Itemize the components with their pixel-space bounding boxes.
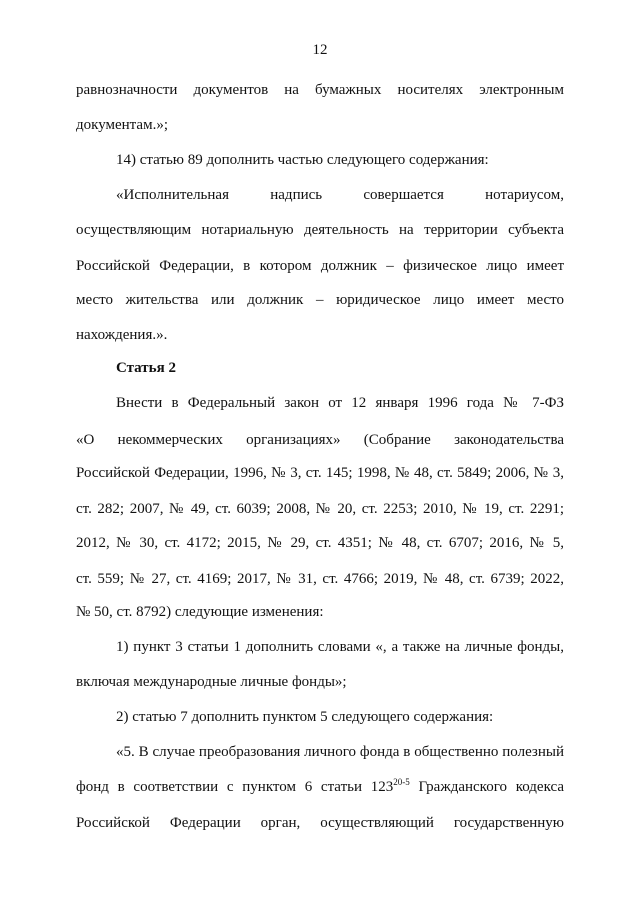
text-line: Российской Федерации орган, осуществляющий государственную — [76, 815, 564, 831]
text-line: осуществляющим нотариальную деятельность на территории субъекта — [76, 222, 564, 238]
text-line: нахождения.». — [76, 327, 168, 343]
text-line: «О некоммерческих организациях» (Собрание законодательства — [76, 432, 564, 448]
text-line: ст. 282; 2007, № 49, ст. 6039; 2008, № 20, ст. 2253; 2010, № 19, ст. 2291; — [76, 501, 564, 517]
text-line: место жительства или должник – юридическое лицо имеет место — [76, 292, 564, 308]
text-segment: фонд в соответствии с пунктом 6 статьи 123 — [76, 779, 394, 795]
text-line: Российской Федерации, в котором должник – физическое лицо имеет — [76, 258, 564, 274]
superscript: 20-5 — [393, 777, 410, 787]
text-line: 1) пункт 3 статьи 1 дополнить словами «, а также на личные фонды, — [116, 639, 564, 655]
text-line: № 50, ст. 8792) следующие изменения: — [76, 604, 324, 620]
text-line: включая международные личные фонды»; — [76, 674, 347, 690]
text-line: «5. В случае преобразования личного фонда в общественно полезный — [116, 744, 564, 760]
text-line: 2) статью 7 дополнить пунктом 5 следующего содержания: — [116, 709, 494, 725]
text-line: Внести в Федеральный закон от 12 января 1996 года № 7-ФЗ — [116, 395, 564, 411]
text-line: «Исполнительная надпись совершается нотариусом, — [116, 187, 564, 203]
text-line: ст. 559; № 27, ст. 4169; 2017, № 31, ст. 4766; 2019, № 48, ст. 6739; 2022, — [76, 571, 564, 587]
page-number: 12 — [312, 42, 328, 58]
text-line: Российской Федерации, 1996, № 3, ст. 145; 1998, № 48, ст. 5849; 2006, № 3, — [76, 465, 564, 481]
text-line: равнозначности документов на бумажных носителях электронным — [76, 82, 564, 98]
article-heading: Статья 2 — [116, 360, 176, 376]
text-line: 2012, № 30, ст. 4172; 2015, № 29, ст. 4351; № 48, ст. 6707; 2016, № 5, — [76, 535, 564, 551]
text-line-with-superscript — [76, 777, 564, 797]
text-line: 14) статью 89 дополнить частью следующего содержания: — [116, 152, 489, 168]
text-line: документам.»; — [76, 117, 168, 133]
text-segment: Гражданского кодекса — [409, 779, 565, 795]
